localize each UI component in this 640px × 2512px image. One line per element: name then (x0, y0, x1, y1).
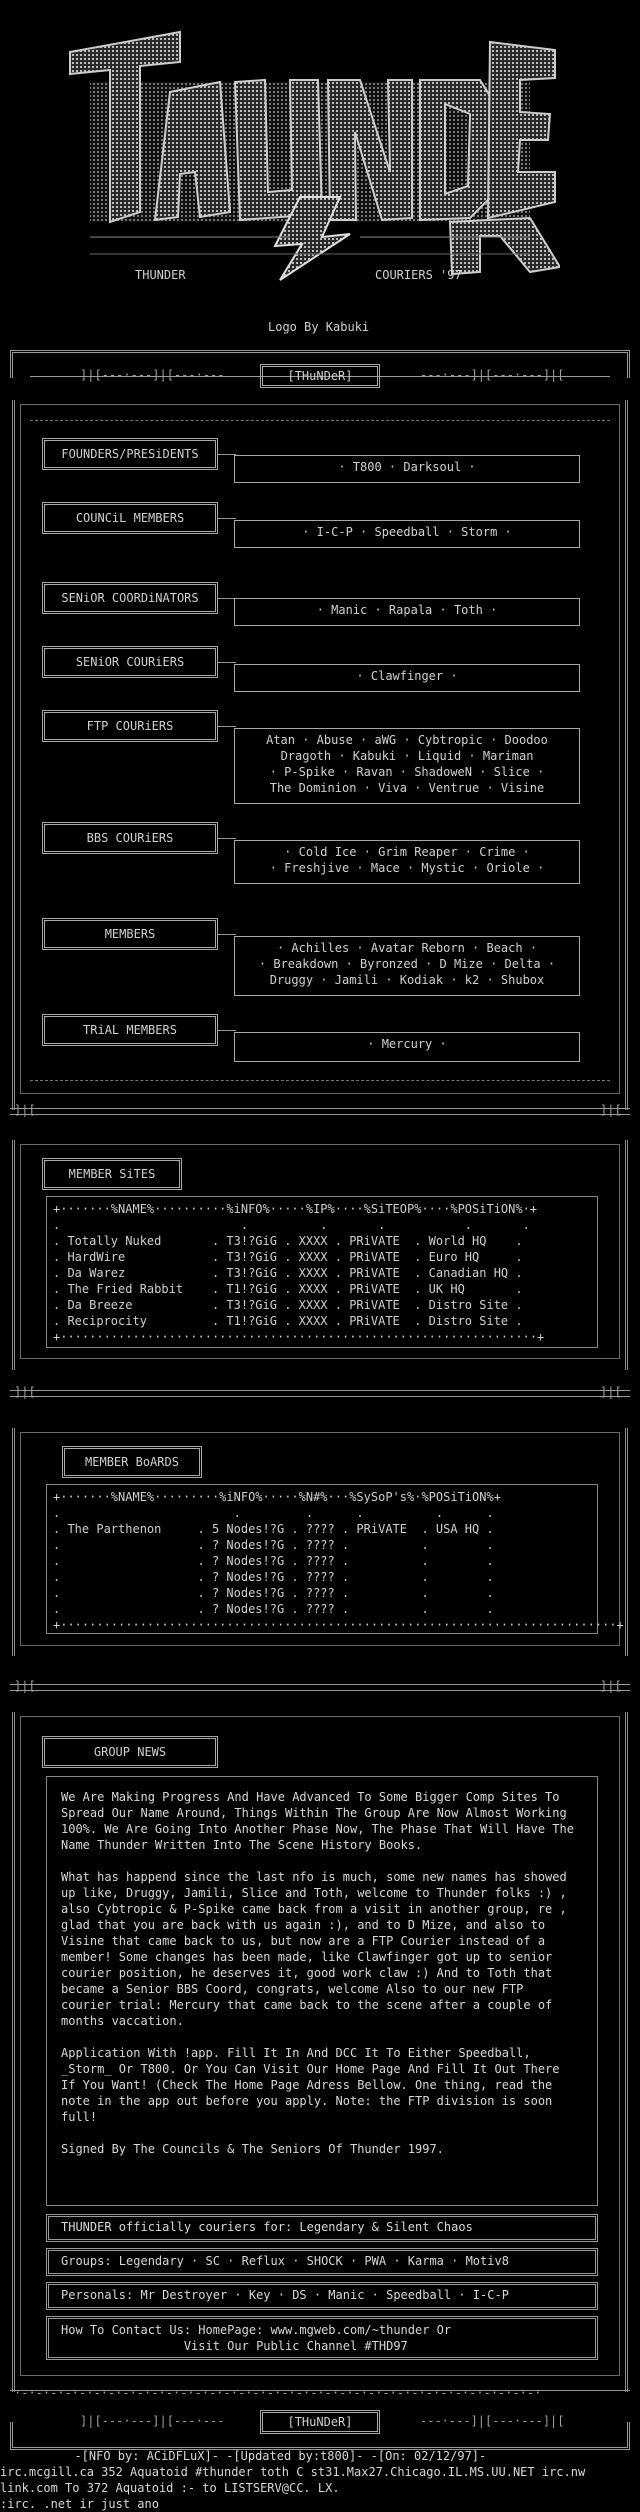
section-values-founders (234, 455, 580, 483)
news-paragraph-4: Signed By The Councils & The Seniors Of Thunder 1997. (61, 2142, 444, 2156)
sites-row-header: +·······%NAME%··········%iNFO%·····%IP%····%SiTEOP%····%POSiTiON%·+ (53, 1202, 538, 1216)
senior-coordinators-line-1: · Manic · Rapala · Toth · (316, 603, 498, 617)
founders-line-1: · T800 · Darksoul · (338, 460, 476, 474)
council-line-1: · I-C-P · Speedball · Storm · (302, 525, 512, 539)
table-row: . . ? Nodes!?G . ???? . . . (53, 1538, 494, 1552)
official-couriers-box: THUNDER officially couriers for: Legendary & Silent Chaos (46, 2214, 598, 2242)
section-label-bbs-couriers: BBS COURiERS (42, 822, 218, 854)
personals-box: Personals: Mr Destroyer · Key · DS · Manic · Speedball · I-C-P (46, 2282, 598, 2310)
section-label-ftp-couriers: FTP COURiERS (42, 710, 218, 742)
members-line-1: · Achilles · Avatar Reborn · Beach · (276, 941, 538, 955)
table-row: . . ? Nodes!?G . ???? . . . (53, 1570, 494, 1584)
irc-line-1: irc.mcgill.ca 352 Aquatoid #thunder toth C st31.Max27.Chicago.IL.MS.UU.NET irc.nw (0, 2465, 586, 2479)
table-row: . Totally Nuked . T3!?GiG . XXXX . PRiVATE . World HQ . (53, 1234, 523, 1248)
table-row: . Da Breeze . T3!?GiG . XXXX . PRiVATE . Distro Site . (53, 1298, 523, 1312)
section-label-council: COUNCiL MEMBERS (42, 502, 218, 534)
boards-row-header: +·······%NAME%·········%iNFO%·····%N#%···%SySoP's%·%POSiTiON%+ (53, 1490, 501, 1504)
bbs-couriers-line-1: · Cold Ice · Grim Reaper · Crime · (284, 845, 530, 859)
member-sites-table (46, 1196, 598, 1348)
table-row: . The Fried Rabbit . T1!?GiG . XXXX . PRiVATE . UK HQ . (53, 1282, 523, 1296)
section-values-bbs-couriers (234, 840, 580, 884)
members-line-2: · Breakdown · Byronzed · D Mize · Delta · (258, 957, 556, 971)
table-row: . Da Warez . T3!?GiG . XXXX . PRiVATE . Canadian HQ . (53, 1266, 523, 1280)
logo-right-caption: COURIERS '97 (375, 268, 462, 282)
table-row: . . ? Nodes!?G . ???? . . . (53, 1554, 494, 1568)
section-values-ftp-couriers (234, 728, 580, 804)
bottom-tag: [THuNDeR] (260, 2410, 380, 2434)
table-row: . . ? Nodes!?G . ???? . . . (53, 1602, 494, 1616)
irc-line-3: :irc. .net ir just ano (0, 2497, 159, 2511)
member-boards-table (46, 1484, 624, 1634)
section-label-members: MEMBERS (42, 918, 218, 950)
logo-art (60, 22, 560, 282)
table-row: . HardWire . T3!?GiG . XXXX . PRiVATE . Euro HQ . (53, 1250, 523, 1264)
sites-row-spacer: . . . . . . (53, 1218, 530, 1232)
news-paragraph-1: We Are Making Progress And Have Advanced To Some Bigger Comp Sites To Spread Our Name Around, Things Within The Group Are Now Almost Working 100%. We Are Going Into Another Phase Now, The Phase That Will Have The Name Thunder Written Into The Scene History Books. (61, 1790, 574, 1852)
section-values-members (234, 936, 580, 996)
section-values-senior-couriers (234, 664, 580, 692)
table-row: . Reciprocity . T1!?GiG . XXXX . PRiVATE . Distro Site . (53, 1314, 523, 1328)
news-paragraph-3: Application With !app. Fill It In And DCC It To Either Speedball, _Storm_ Or T800. Or You Can Visit Our Home Page And Fill It Out There If You Want! (Check The Home Page Adress Bellow. One thing, read the note in the app out before you apply. Note: the FTP division is soon full! (61, 2046, 560, 2124)
ftp-couriers-line-4: The Dominion · Viva · Ventrue · Visine (269, 781, 545, 795)
logo-credit: Logo By Kabuki (268, 320, 370, 334)
logo-left-caption: THUNDER (135, 268, 186, 282)
sites-row-footer: +··································································+ (53, 1330, 545, 1344)
thunder-logo (60, 22, 560, 282)
news-paragraph-2: What has happend since the last nfo is much, some new names has showed up like, Druggy, Jamili, Slice and Toth, welcome to Thunder folks :) , also Cybtropic & P-Spike came back from a visit in another group, re , glad that you are back with us again :), and to D Mize, and also to Visine that came back to us, but now are a FTP Courier instead of a member! Some changes has been made, like Clawfinger got up to senior courier position, he deserves it, good work claw :) And to Toth that became a Senior BBS Coord, congrats, welcome Also to our new FTP courier trial: Mercury that came back to the scene after a couple of months vaccation. (61, 1870, 567, 2028)
contact-box: How To Contact Us: HomePage: www.mgweb.com/~thunder Or Visit Our Public Channel #THD97 (46, 2316, 598, 2360)
bbs-couriers-line-2: · Freshjive · Mace · Mystic · Oriole · (269, 861, 545, 875)
member-sites-label: MEMBER SiTES (42, 1158, 182, 1190)
member-boards-label: MEMBER BoARDS (62, 1446, 202, 1478)
irc-line-2: link.com To 372 Aquatoid :- to LISTSERV@CC. LX. (0, 2481, 340, 2495)
section-label-founders: FOUNDERS/PRESiDENTS (42, 438, 218, 470)
boards-row-spacer: . . . . . . (53, 1506, 494, 1520)
section-label-senior-couriers: SENiOR COURiERS (42, 646, 218, 678)
groups-box: Groups: Legendary · SC · Reflux · SHOCK · PWA · Karma · Motiv8 (46, 2248, 598, 2276)
ftp-couriers-line-3: · P-Spike · Ravan · ShadoweN · Slice · (269, 765, 545, 779)
group-news-body (46, 1776, 598, 2206)
section-label-senior-coordinators: SENiOR COORDiNATORS (42, 582, 218, 614)
group-news-label: GROUP NEWS (42, 1736, 218, 1768)
boards-row-footer: +·············································································+ (53, 1618, 624, 1632)
senior-couriers-line-1: · Clawfinger · (356, 669, 458, 683)
table-row: . . ? Nodes!?G . ???? . . . (53, 1586, 494, 1600)
section-values-trial-members (234, 1032, 580, 1062)
trial-members-line-1: · Mercury · (367, 1037, 447, 1051)
info-line: -[NFO by: ACiDFLuX]- -[Updated by:t800]- -[On: 02/12/97]- (60, 2449, 487, 2463)
header-tag: [THuNDeR] (260, 364, 380, 388)
section-values-council (234, 520, 580, 548)
table-row: . The Parthenon . 5 Nodes!?G . ???? . PRiVATE . USA HQ . (53, 1522, 494, 1536)
section-label-trial-members: TRiAL MEMBERS (42, 1014, 218, 1046)
ftp-couriers-line-1: Atan · Abuse · aWG · Cybtropic · Doodoo (266, 733, 548, 747)
section-values-senior-coordinators (234, 598, 580, 626)
ftp-couriers-line-2: Dragoth · Kabuki · Liquid · Mariman (280, 749, 534, 763)
members-line-3: Druggy · Jamili · Kodiak · k2 · Shubox (269, 973, 545, 987)
